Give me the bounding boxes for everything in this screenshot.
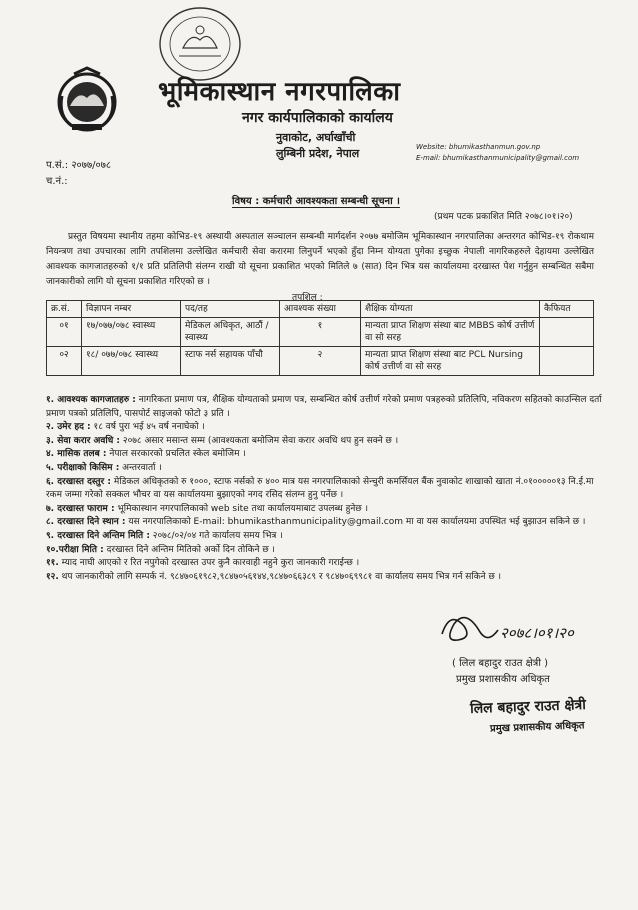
condition-item: १२. थप जानकारीको लागि सम्पर्क नं. ९८४७०६१९८२,९८४७०५६१४४,९८४७०६६३८९ र ९८४७०६९९८१ वा कार्यालय समय भित्र गर्न सकिने छ । (46, 571, 502, 582)
condition-item: ३. सेवा करार अवधि : २०७८ असार मसान्त सम्म (आवश्यकता बमोजिम सेवा करार अवधि थप हुन सक्ने छ । (46, 435, 399, 446)
condition-item: ५. परीक्षाको किसिम : अन्तरवार्ता । (46, 462, 162, 473)
condition-item: ९. दरखास्त दिने अन्तिम मिति : २०७८/०२/०४ गते कार्यालय समय भित्र । (46, 530, 283, 541)
cell-sn: ०२ (47, 347, 82, 376)
address-line-2: लुम्बिनी प्रदेश, नेपाल (276, 147, 360, 160)
website-text: Website: bhumikasthanmun.gov.np (416, 143, 541, 151)
cell-count: २ (280, 347, 361, 376)
letter-number: प.सं.: २०७७/०७८ (46, 160, 112, 171)
header-post: पद/तह (181, 301, 280, 318)
subject-line: विषय : कर्मचारी आवश्यकता सम्बन्धी सूचना । (232, 193, 400, 208)
reference-block (46, 158, 111, 190)
header-remarks: कैफियत (540, 301, 594, 318)
header-count: आवश्यक संख्या (280, 301, 361, 318)
cell-qualification: मान्यता प्राप्त शिक्षण संस्था बाट PCL Nursing कोर्ष उत्तीर्ण वा सो सरह (361, 347, 540, 376)
cell-post: स्टाफ नर्स सहायक पाँचौ (181, 347, 280, 376)
publish-date: (प्रथम पटक प्रकाशित मिति २०७८।०१।२०) (434, 212, 573, 222)
signatory-title: प्रमुख प्रशासकीय अधिकृत (456, 674, 550, 685)
vacancy-table (46, 300, 594, 376)
intro-paragraph: प्रस्तुत विषयमा स्थानीय तहमा कोभिड-१९ अस्थायी अस्पताल सञ्चालन सम्बन्धी मार्गदर्शन २०७७ बमोजिम भूमिकास्थान नगरपालिका अन्तरगत कोभिड-१९ रोकथाम नियन्त्रण तथा उपचारका लागि तपशिलमा उल्लेखित कर्मचारी सेवा करारमा लिनुपर्ने भएको हुँदा निम्न योग्यता पुगेका इच्छुक नेपाली नागरिकहरुले देहायमा उल्लेखित आवश्यक कागजातहरुको १/१ प्रति प्रतिलिपी संलग्न राखी यो सूचना प्रकाशित भएको मितिले ७ (सात) दिन भित्र यस कार्यालयमा दरखास्त पेश गर्नुहुन सम्बन्धित सबैमा जानकारीको लागि यो सूचना प्रकाशित गरिएको छ । (46, 232, 594, 287)
signature-scribble (436, 604, 616, 652)
condition-item: १. आवश्यक कागजातहरु : नागरिकता प्रमाण पत्र, शैक्षिक योग्यताको प्रमाण पत्र, सम्बन्धित कोर्ष उत्तीर्ण गरेको प्रमाण पत्रहरुको प्रतिलिपि, नविकरण सहितको काउन्सिल दर्ता प्रमाण पत्रको प्रतिलिपि, पासपोर्ट साइजको फोटो ३ प्रति । (46, 395, 602, 419)
header-sn: क्र.सं. (47, 301, 82, 318)
condition-item: ८. दरखास्त दिने स्थान : यस नगरपालिकाको E-mail: bhumikasthanmunicipality@gmail.com मा वा यस कार्यालयमा उपस्थित भई बुझाउन सकिने छ । (46, 517, 586, 528)
signature-date: २०७८।०१।२० (500, 624, 574, 642)
office-subtitle: नगर कार्यपालिकाको कार्यालय (242, 110, 393, 126)
nepal-emblem-icon (52, 66, 122, 134)
table-row (47, 347, 594, 376)
cell-post: मेडिकल अधिकृत, आठौं / स्वास्थ्य (181, 318, 280, 347)
condition-item: २. उमेर हद : १८ वर्ष पुरा भई ४५ वर्ष ननाघेको । (46, 422, 205, 433)
dispatch-number: च.नं.: (46, 176, 68, 187)
municipality-title: भूमिकास्थान नगरपालिका (158, 77, 401, 107)
table-caption: तपशिल : (292, 293, 323, 303)
stamp-name: लिल बहादुर राउत क्षेत्री (469, 696, 587, 718)
cell-sn: ०१ (47, 318, 82, 347)
cell-qualification: मान्यता प्राप्त शिक्षण संस्था बाट MBBS कोर्ष उत्तीर्ण वा सो सरह (361, 318, 540, 347)
signatory-name: ( लिल बहादुर राउत क्षेत्री ) (452, 658, 548, 669)
cell-remarks (540, 347, 594, 376)
table-row (47, 318, 594, 347)
contact-block (416, 142, 579, 164)
stamp-title: प्रमुख प्रशासकीय अधिकृत (489, 720, 585, 735)
header-advert: विज्ञापन नम्बर (82, 301, 181, 318)
cell-advert: १७/०७७/०७८ स्वास्थ्य (82, 318, 181, 347)
cell-advert: १८/ ०७७/०७८ स्वास्थ्य (82, 347, 181, 376)
condition-item: ७. दरखास्त फाराम : भूमिकास्थान नगरपालिकाको web site तथा कार्यालयमाबाट उपलब्ध हुनेछ । (46, 503, 369, 514)
table-header-row (47, 301, 594, 318)
condition-item: ६. दरखास्त दस्तुर : मेडिकल अधिकृतको रु १०००, स्टाफ नर्सको रु ४०० मात्र यस नगरपालिकाको सेन्चुरी कमर्सियल बैंक नुवाकोट शाखाको खाता नं.०१०००००१३ नि.ई.मा रकम जम्मा गरेको सक्कल भौचर वा यस कार्यालयमा बुझाएको नगद रसिद संलग्न हुनु पर्नेछ । (46, 476, 594, 501)
cell-count: १ (280, 318, 361, 347)
condition-item: ४. मासिक तलब : नेपाल सरकारको प्रचलित स्केल बमोजिम । (46, 449, 246, 460)
cell-remarks (540, 318, 594, 347)
address-line-1: नुवाकोट, अर्घाखाँची (276, 131, 356, 144)
email-text: E-mail: bhumikasthanmunicipality@gmail.com (416, 154, 580, 162)
conditions-list (46, 394, 606, 584)
condition-item: १०.परीक्षा मिति : दरखास्त दिने अन्तिम मितिको अर्को दिन तोकिने छ । (46, 544, 275, 555)
header-qualification: शैक्षिक योग्यता (361, 301, 540, 318)
condition-item: ११. म्याद नाघी आएको र रित नपुगेको दरखास्त उपर कुनै कारवाही नहुने कुरा जानकारी गराईन्छ । (46, 558, 360, 569)
